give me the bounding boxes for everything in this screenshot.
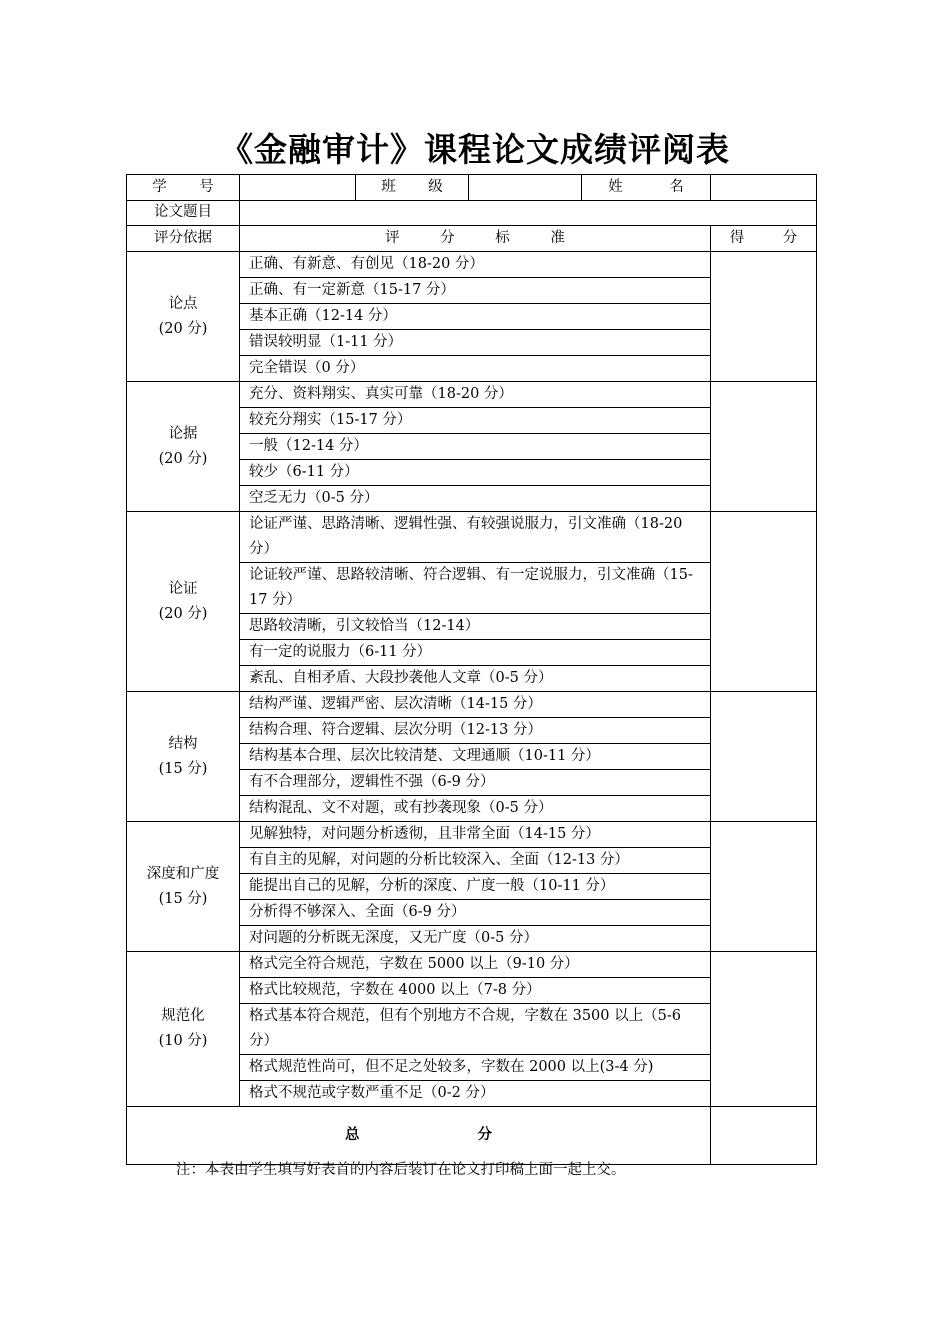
total-row bbox=[127, 1107, 817, 1165]
name-label-text: 姓 名 bbox=[608, 178, 684, 195]
student-id-field[interactable] bbox=[240, 175, 356, 201]
category-name: 论证 bbox=[168, 580, 198, 597]
criterion-row bbox=[127, 382, 817, 408]
category-cell bbox=[127, 512, 240, 692]
topic-field[interactable] bbox=[240, 201, 817, 226]
category-name: 规范化 bbox=[161, 1008, 205, 1024]
criterion-text: 论证较严谨、思路较清晰、符合逻辑、有一定说服力，引文准确（15-17 分） bbox=[240, 563, 711, 614]
criterion-text: 分析得不够深入、全面（6-9 分） bbox=[240, 900, 711, 926]
criterion-row bbox=[127, 952, 817, 978]
score-input-cell[interactable] bbox=[711, 692, 817, 822]
criterion-text: 错误较明显（1-11 分） bbox=[240, 330, 711, 356]
criterion-text: 结构严谨、逻辑严密、层次清晰（14-15 分） bbox=[240, 692, 711, 718]
category-name: 论点 bbox=[168, 295, 198, 312]
score-input-cell[interactable] bbox=[711, 952, 817, 1107]
criterion-text: 对问题的分析既无深度，又无广度（0-5 分） bbox=[240, 926, 711, 952]
class-label bbox=[356, 175, 469, 201]
name-field[interactable] bbox=[711, 175, 817, 201]
page-title: 《金融审计》课程论文成绩评阅表 bbox=[220, 130, 730, 169]
criterion-text: 基本正确（12-14 分） bbox=[240, 304, 711, 330]
topic-label: 论文题目 bbox=[127, 201, 240, 226]
criterion-text: 格式基本符合规范，但有个别地方不合规，字数在 3500 以上（5-6 分） bbox=[240, 1004, 711, 1055]
category-points: (20 分) bbox=[158, 605, 208, 622]
category-name: 论据 bbox=[168, 425, 198, 442]
score-header bbox=[711, 226, 817, 252]
criterion-text: 较充分翔实（15-17 分） bbox=[240, 408, 711, 434]
score-input-cell[interactable] bbox=[711, 382, 817, 512]
criterion-text: 论证严谨、思路清晰、逻辑性强、有较强说服力，引文准确（18-20 分） bbox=[240, 512, 711, 563]
category-cell bbox=[127, 692, 240, 822]
criterion-text: 见解独特，对问题分析透彻，且非常全面（14-15 分） bbox=[240, 822, 711, 848]
category-cell bbox=[127, 952, 240, 1107]
category-points: (15 分) bbox=[158, 890, 208, 907]
total-score-cell[interactable] bbox=[711, 1107, 817, 1165]
class-label-text: 班 级 bbox=[381, 178, 443, 195]
criterion-row bbox=[127, 252, 817, 278]
category-points: (20 分) bbox=[158, 320, 208, 337]
criterion-text: 一般（12-14 分） bbox=[240, 434, 711, 460]
evaluation-form-table bbox=[126, 174, 817, 1165]
criterion-text: 正确、有新意、有创见（18-20 分） bbox=[240, 252, 711, 278]
criterion-text: 格式不规范或字数严重不足（0-2 分） bbox=[240, 1081, 711, 1107]
total-label-cell bbox=[127, 1107, 711, 1165]
total-label-2: 分 bbox=[477, 1126, 492, 1143]
standard-header-text: 评 分 标 准 bbox=[385, 229, 565, 246]
score-input-cell[interactable] bbox=[711, 252, 817, 382]
criterion-text: 完全错误（0 分） bbox=[240, 356, 711, 382]
criterion-text: 能提出自己的见解，分析的深度、广度一般（10-11 分） bbox=[240, 874, 711, 900]
standard-header bbox=[240, 226, 711, 252]
criterion-row bbox=[127, 512, 817, 563]
criterion-text: 格式规范性尚可，但不足之处较多，字数在 2000 以上(3-4 分) bbox=[240, 1055, 711, 1081]
score-input-cell[interactable] bbox=[711, 512, 817, 692]
criterion-text: 结构合理、符合逻辑、层次分明（12-13 分） bbox=[240, 718, 711, 744]
criterion-text: 有自主的见解，对问题的分析比较深入、全面（12-13 分） bbox=[240, 848, 711, 874]
category-name: 结构 bbox=[168, 735, 198, 752]
name-label bbox=[582, 175, 711, 201]
criterion-text: 格式完全符合规范，字数在 5000 以上（9-10 分） bbox=[240, 952, 711, 978]
student-id-label bbox=[127, 175, 240, 201]
criterion-text: 有一定的说服力（6-11 分） bbox=[240, 640, 711, 666]
score-header-text: 得 分 bbox=[729, 229, 798, 246]
criterion-text: 紊乱、自相矛盾、大段抄袭他人文章（0-5 分） bbox=[240, 666, 711, 692]
category-cell bbox=[127, 382, 240, 512]
criterion-text: 格式比较规范，字数在 4000 以上（7-8 分） bbox=[240, 978, 711, 1004]
criterion-text: 有不合理部分，逻辑性不强（6-9 分） bbox=[240, 770, 711, 796]
class-field[interactable] bbox=[469, 175, 582, 201]
criterion-text: 思路较清晰，引文较恰当（12-14） bbox=[240, 614, 711, 640]
category-name: 深度和广度 bbox=[146, 865, 220, 882]
basis-header: 评分依据 bbox=[127, 226, 240, 252]
category-cell bbox=[127, 822, 240, 952]
category-cell bbox=[127, 252, 240, 382]
score-input-cell[interactable] bbox=[711, 822, 817, 952]
category-points: (20 分) bbox=[158, 450, 208, 467]
criterion-text: 结构基本合理、层次比较清楚、文理通顺（10-11 分） bbox=[240, 744, 711, 770]
criterion-text: 结构混乱、文不对题，或有抄袭现象（0-5 分） bbox=[240, 796, 711, 822]
footnote: 注：本表由学生填写好表首的内容后装订在论文打印稿上面一起上交。 bbox=[176, 1162, 626, 1178]
category-points: (15 分) bbox=[158, 760, 208, 777]
criterion-row bbox=[127, 692, 817, 718]
total-label-1: 总 bbox=[345, 1126, 360, 1143]
criterion-text: 正确、有一定新意（15-17 分） bbox=[240, 278, 711, 304]
category-points: (10 分) bbox=[158, 1033, 208, 1049]
criterion-row bbox=[127, 822, 817, 848]
student-id-label-text: 学 号 bbox=[152, 178, 214, 195]
criterion-text: 空乏无力（0-5 分） bbox=[240, 486, 711, 512]
criterion-text: 较少（6-11 分） bbox=[240, 460, 711, 486]
criterion-text: 充分、资料翔实、真实可靠（18-20 分） bbox=[240, 382, 711, 408]
